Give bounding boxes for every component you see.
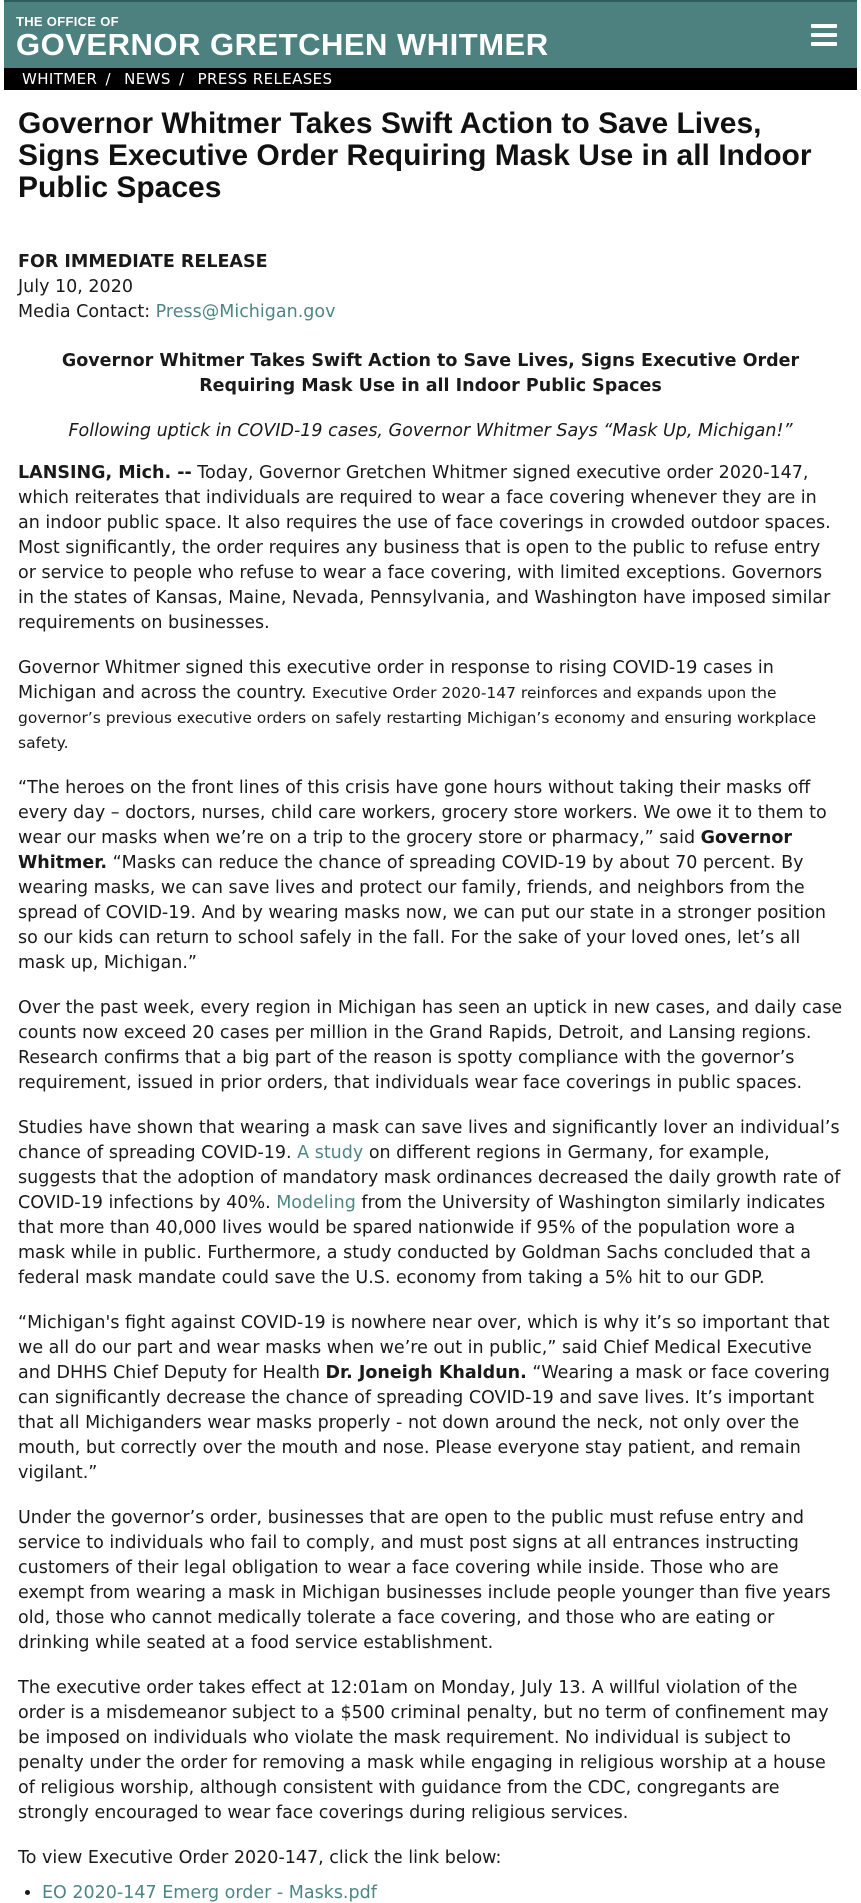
breadcrumb-press-releases[interactable]: PRESS RELEASES [197, 70, 333, 88]
dateline: LANSING, Mich. -- [18, 463, 192, 483]
modeling-link[interactable]: Modeling [276, 1193, 356, 1213]
paragraph-3-text-a: “The heroes on the front lines of this crisis have gone hours without taking their masks off every day – doctors, nurses, child care workers, grocery store workers. We owe it to them to wear our masks when we’re on a trip to the grocery store or pharmacy,” said [18, 778, 827, 848]
list-item [42, 1883, 843, 1903]
hamburger-menu-icon[interactable] [811, 24, 837, 46]
paragraph-7: Under the governor’s order, businesses that are open to the public must refuse entry and service to individuals who fail to comply, and must post signs at all entrances instructing customers of their legal obligation to wear a face covering while inside. Those who are exempt from wearing a mask in Michigan businesses include people younger than five years old, those who cannot medically tolerate a face covering, and those who are eating or drinking while seated at a food service establishment. [18, 1508, 831, 1653]
paragraph-6 [18, 1311, 843, 1486]
paragraph-1 [18, 461, 843, 636]
paragraph-6-text-b: “Wearing a mask or face covering can significantly decrease the chance of spreading COVID-19 and save lives. It’s important that all Michiganders wear masks properly - not down around the neck, not only over the mouth, but correctly over the mouth and nose. Please everyone stay patient, and remain vigilant.” [18, 1363, 830, 1483]
paragraph-2-text: Governor Whitmer signed this executive order in response to rising COVID-19 cases in Michigan and across the country. [18, 658, 774, 703]
media-contact [18, 300, 843, 325]
speaker-khaldun: Dr. Joneigh Khaldun. [325, 1363, 527, 1383]
file-list [18, 1883, 843, 1903]
speaker-governor: Governor Whitmer. [18, 828, 793, 873]
paragraph-3 [18, 776, 843, 976]
eo-pdf-link[interactable]: EO 2020-147 Emerg order - Masks.pdf [42, 1883, 377, 1903]
paragraph-5-text-c: from the University of Washington similarly indicates that more than 40,000 lives would be spared nationwide if 95% of the population wore a mask while in public. Furthermore, a study conducted by Goldman Sachs concluded that a federal mask mandate could save the U.S. economy from taking a 5% hit to our GDP. [18, 1193, 826, 1288]
paragraph-5-text-a: Studies have shown that wearing a mask can save lives and significantly lover an individual’s chance of spreading COVID-19. [18, 1118, 840, 1163]
media-contact-email-link[interactable]: Press@Michigan.gov [155, 302, 336, 322]
paragraph-2-small-text: Executive Order 2020-147 reinforces and expands upon the governor’s previous executive orders on safely restarting Michigan’s economy and ensuring workplace safety. [18, 684, 817, 752]
article-tagline: Following uptick in COVID-19 cases, Governor Whitmer Says “Mask Up, Michigan!” [68, 421, 793, 441]
paragraph-1-text: Today, Governor Gretchen Whitmer signed executive order 2020-147, which reiterates that individuals are required to wear a face covering whenever they are in an indoor public space. It also requires the use of face coverings in crowded outdoor spaces. Most significantly, the order requires any business that is open to the public to refuse entry or service to people who refuse to wear a face covering, with limited exceptions. Governors in the states of Kansas, Maine, Nevada, Pennsylvania, and Washington have imposed similar requirements on businesses. [18, 463, 831, 633]
breadcrumb-news[interactable]: NEWS [124, 70, 171, 88]
paragraph-4: Over the past week, every region in Michigan has seen an uptick in new cases, and daily case counts now exceed 20 cases per million in the Grand Rapids, Detroit, and Lansing regions. Research confirms that a big part of the reason is spotty compliance with the governor’s requirement, issued in prior orders, that individuals wear face coverings in public spaces. [18, 998, 843, 1093]
paragraph-9: To view Executive Order 2020-147, click the link below: [18, 1848, 502, 1868]
breadcrumb-whitmer[interactable]: WHITMER [22, 70, 98, 88]
release-meta [18, 250, 843, 325]
site-header [4, 0, 857, 68]
paragraph-5-text-b: on different regions in Germany, for example, suggests that the adoption of mandatory mask ordinances decreased the daily growth rate of COVID-19 infections by 40%. [18, 1143, 841, 1213]
paragraph-5 [18, 1116, 843, 1291]
a-study-link[interactable]: A study [297, 1143, 364, 1163]
breadcrumb: WHITMER / NEWS / PRESS RELEASES [4, 68, 857, 90]
paragraph-3-text-b: “Masks can reduce the chance of spreading COVID-19 by about 70 percent. By wearing masks, we can save lives and protect our family, friends, and neighbors from the spread of COVID-19. And by wearing masks now, we can put our state in a stronger position so our kids can return to school safely in the fall. For the sake of your loved ones, let’s all mask up, Michigan.” [18, 853, 827, 973]
article-subhead: Governor Whitmer Takes Swift Action to Save Lives, Signs Executive Order Requiring Mask Use in all Indoor Public Spaces [61, 351, 800, 396]
media-contact-label: Media Contact: [18, 302, 156, 322]
release-date: July 10, 2020 [18, 277, 133, 297]
paragraph-2 [18, 656, 843, 756]
office-label: THE OFFICE OF [16, 14, 119, 29]
page-title: Governor Whitmer Takes Swift Action to Save Lives, Signs Executive Order Requiring Mask Use in all Indoor Public Spaces [18, 107, 812, 204]
paragraph-6-text-a: “Michigan's fight against COVID-19 is nowhere near over, which is why it’s so important that we all do our part and wear masks when we’re out in public,” said Chief Medical Executive and DHHS Chief Deputy for Health [18, 1313, 830, 1383]
article [0, 108, 861, 1903]
site-title[interactable]: GOVERNOR GRETCHEN WHITMER [16, 27, 549, 62]
release-label: FOR IMMEDIATE RELEASE [18, 252, 268, 272]
paragraph-8: The executive order takes effect at 12:01am on Monday, July 13. A willful violation of the order is a misdemeanor subject to a $500 criminal penalty, but no term of confinement may be imposed on individuals who violate the mask requirement. No individual is subject to penalty under the order for removing a mask while engaging in religious worship at a house of religious worship, although consistent with guidance from the CDC, congregants are strongly encouraged to wear face coverings during religious services. [18, 1678, 829, 1823]
